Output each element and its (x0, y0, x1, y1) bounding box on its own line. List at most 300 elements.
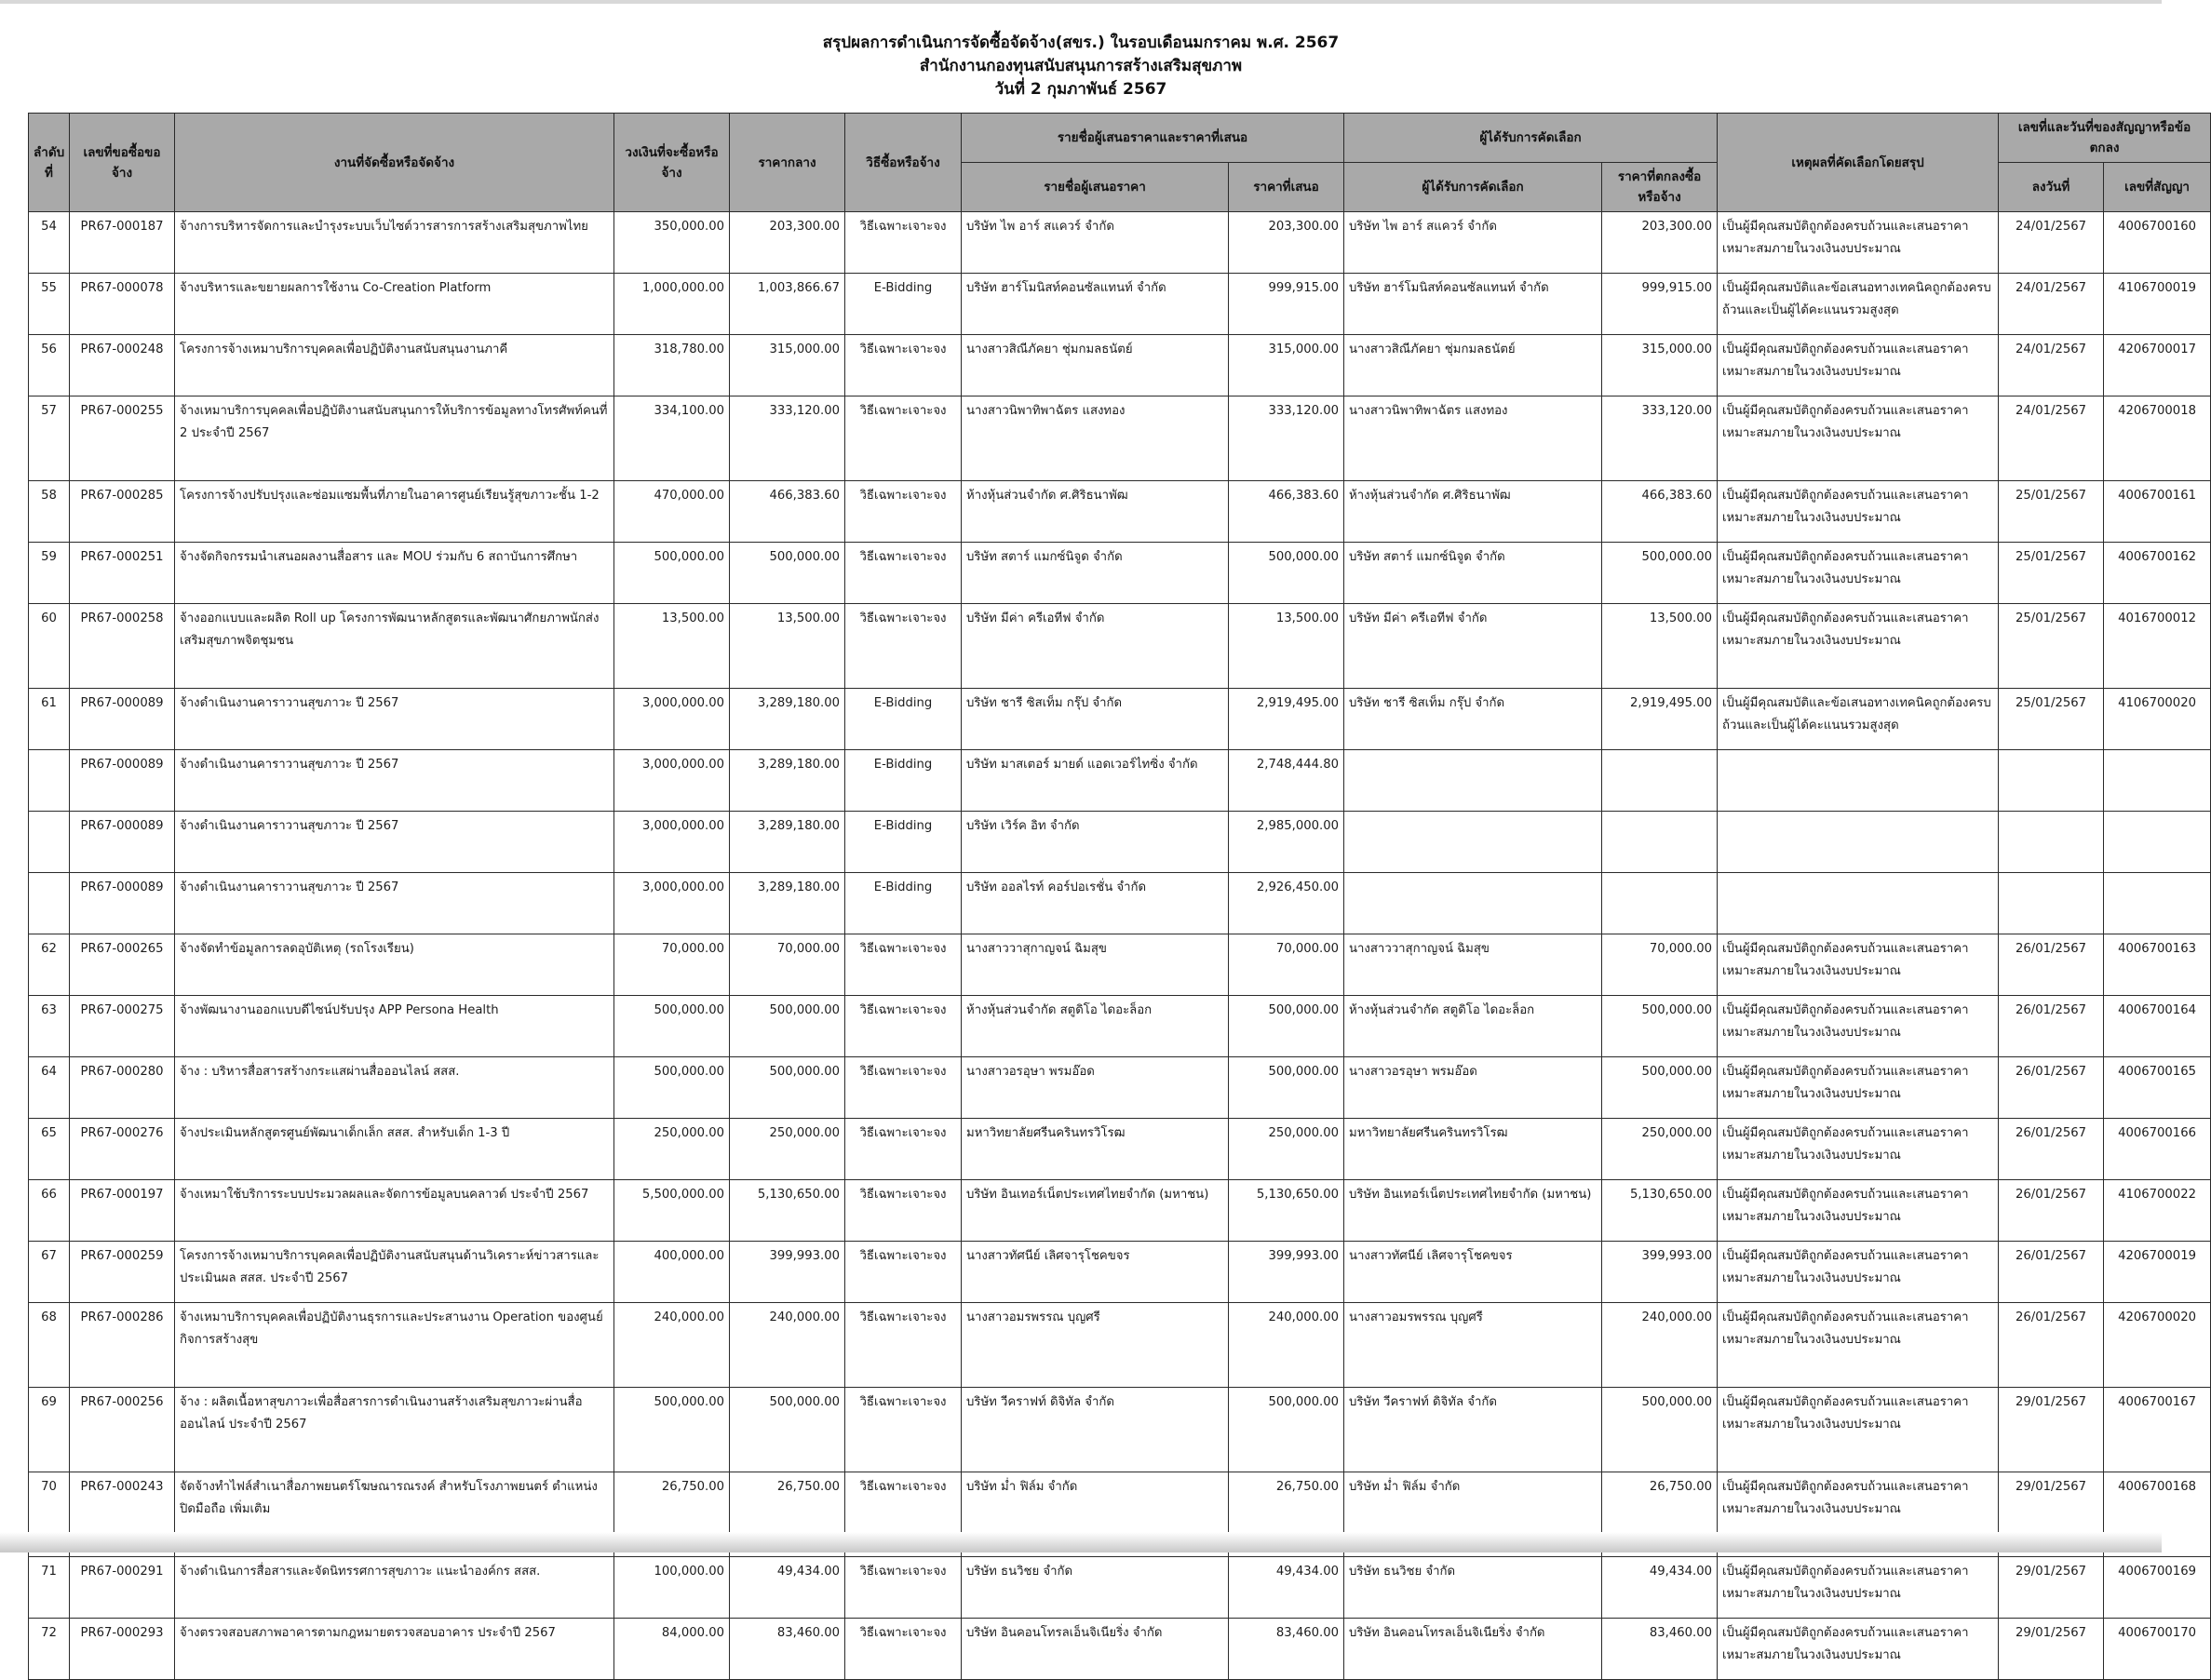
bidder-name: บริษัท อินคอนโทรลเอ็นจิเนียริ่ง จำกัด (962, 1619, 1229, 1680)
selected-vendor: บริษัท ม่ำ ฟิล์ม จำกัด (1344, 1472, 1602, 1557)
table-row (29, 812, 2211, 873)
budget-amount: 70,000.00 (614, 934, 730, 996)
work-description: จ้างบริหารและขยายผลการใช้งาน Co-Creation Platform (175, 274, 614, 335)
contract-date: 24/01/2567 (1999, 274, 2104, 335)
procurement-method: วิธีเฉพาะเจาะจง (845, 996, 962, 1057)
selected-vendor: บริษัท ชารี ซิสเท็ม กรุ๊ป จำกัด (1344, 689, 1602, 750)
table-row (29, 1557, 2211, 1619)
budget-amount: 1,000,000.00 (614, 274, 730, 335)
bid-price: 2,919,495.00 (1229, 689, 1344, 750)
selected-vendor: ห้างหุ้นส่วนจำกัด สตูดิโอ ไดอะล็อก (1344, 996, 1602, 1057)
budget-amount: 250,000.00 (614, 1119, 730, 1180)
selection-reason: เป็นผู้มีคุณสมบัติถูกต้องครบถ้วนและเสนอราคาเหมาะสมภายในวงเงินงบประมาณ (1718, 1619, 1999, 1680)
selected-vendor: บริษัท วีคราฟท์ ดิจิทัล จำกัด (1344, 1388, 1602, 1472)
selected-vendor: นางสาวนิพาทิพาฉัตร แสงทอง (1344, 396, 1602, 481)
budget-amount: 3,000,000.00 (614, 873, 730, 934)
bid-price: 466,383.60 (1229, 481, 1344, 543)
agreed-price: 500,000.00 (1602, 996, 1718, 1057)
budget-amount: 500,000.00 (614, 1388, 730, 1472)
row-number: 56 (29, 335, 70, 396)
contract-date: 29/01/2567 (1999, 1557, 2104, 1619)
selected-vendor: นางสาวสิณีภัคยา ชุ่มกมลธนัตย์ (1344, 335, 1602, 396)
bid-price: 399,993.00 (1229, 1242, 1344, 1303)
budget-amount: 84,000.00 (614, 1619, 730, 1680)
selection-reason: เป็นผู้มีคุณสมบัติถูกต้องครบถ้วนและเสนอราคาเหมาะสมภายในวงเงินงบประมาณ (1718, 1388, 1999, 1472)
budget-amount: 13,500.00 (614, 604, 730, 689)
work-description: จ้างดำเนินงานคาราวานสุขภาวะ ปี 2567 (175, 812, 614, 873)
selected-vendor: บริษัท ธนวิชย จำกัด (1344, 1557, 1602, 1619)
selected-vendor: ห้างหุ้นส่วนจำกัด ศ.ศิริธนาพัฒ (1344, 481, 1602, 543)
contract-number: 4006700168 (2104, 1472, 2211, 1557)
selection-reason: เป็นผู้มีคุณสมบัติถูกต้องครบถ้วนและเสนอราคาเหมาะสมภายในวงเงินงบประมาณ (1718, 543, 1999, 604)
bidder-name: บริษัท เวิร์ค อิท จำกัด (962, 812, 1229, 873)
selection-reason: เป็นผู้มีคุณสมบัติถูกต้องครบถ้วนและเสนอราคาเหมาะสมภายในวงเงินงบประมาณ (1718, 481, 1999, 543)
median-price: 49,434.00 (730, 1557, 845, 1619)
row-number: 57 (29, 396, 70, 481)
organization-name: สำนักงานกองทุนสนับสนุนการสร้างเสริมสุขภาพ (919, 57, 1243, 75)
selection-reason (1718, 873, 1999, 934)
row-number (29, 750, 70, 812)
row-number: 62 (29, 934, 70, 996)
contract-number: 4206700019 (2104, 1242, 2211, 1303)
agreed-price: 83,460.00 (1602, 1619, 1718, 1680)
bid-price: 315,000.00 (1229, 335, 1344, 396)
work-description: จ้างการบริหารจัดการและบำรุงระบบเว็บไซต์วารสารการสร้างเสริมสุขภาพไทย (175, 212, 614, 274)
median-price: 26,750.00 (730, 1472, 845, 1557)
table-row (29, 212, 2211, 274)
procurement-method: วิธีเฉพาะเจาะจง (845, 1057, 962, 1119)
procurement-method: วิธีเฉพาะเจาะจง (845, 1472, 962, 1557)
bid-price: 500,000.00 (1229, 543, 1344, 604)
selected-vendor: บริษัท อินคอนโทรลเอ็นจิเนียริ่ง จำกัด (1344, 1619, 1602, 1680)
bid-price: 500,000.00 (1229, 1388, 1344, 1472)
selected-vendor: บริษัท อินเทอร์เน็ตประเทศไทยจำกัด (มหาชน) (1344, 1180, 1602, 1242)
row-number: 58 (29, 481, 70, 543)
work-description: จัดจ้างทำไฟล์สำเนาสื่อภาพยนตร์โฆษณารณรงค์ สำหรับโรงภาพยนตร์ ตำแหน่งปิดมือถือ เพิ่มเติม (175, 1472, 614, 1557)
selected-vendor: มหาวิทยาลัยศรีนครินทรวิโรฒ (1344, 1119, 1602, 1180)
contract-date: 25/01/2567 (1999, 604, 2104, 689)
agreed-price: 250,000.00 (1602, 1119, 1718, 1180)
work-description: จ้างดำเนินการสื่อสารและจัดนิทรรศการสุขภาวะ แนะนำองค์กร สสส. (175, 1557, 614, 1619)
agreed-price: 26,750.00 (1602, 1472, 1718, 1557)
budget-amount: 240,000.00 (614, 1303, 730, 1388)
pr-number: PR67-000078 (70, 274, 175, 335)
selection-reason: เป็นผู้มีคุณสมบัติและข้อเสนอทางเทคนิคถูกต้องครบถ้วนและเป็นผู้ได้คะแนนรวมสูงสุด (1718, 689, 1999, 750)
table-row (29, 1388, 2211, 1472)
procurement-method: วิธีเฉพาะเจาะจง (845, 543, 962, 604)
header-median-price: ราคากลาง (730, 114, 845, 212)
budget-amount: 3,000,000.00 (614, 689, 730, 750)
table-row (29, 1180, 2211, 1242)
procurement-method: วิธีเฉพาะเจาะจง (845, 1242, 962, 1303)
selection-reason: เป็นผู้มีคุณสมบัติถูกต้องครบถ้วนและเสนอราคาเหมาะสมภายในวงเงินงบประมาณ (1718, 934, 1999, 996)
bidder-name: บริษัท มาสเตอร์ มายด์ แอดเวอร์ไทซิ่ง จำกัด (962, 750, 1229, 812)
selection-reason: เป็นผู้มีคุณสมบัติถูกต้องครบถ้วนและเสนอราคาเหมาะสมภายในวงเงินงบประมาณ (1718, 1180, 1999, 1242)
procurement-method: วิธีเฉพาะเจาะจง (845, 1557, 962, 1619)
bidder-name: นางสาวอรอุษา พรมอ๊อด (962, 1057, 1229, 1119)
selected-vendor: บริษัท สตาร์ แมกซ์นิจูด จำกัด (1344, 543, 1602, 604)
median-price: 3,289,180.00 (730, 689, 845, 750)
procurement-method: วิธีเฉพาะเจาะจง (845, 604, 962, 689)
work-description: จ้างพัฒนางานออกแบบดีไซน์ปรับปรุง APP Persona Health (175, 996, 614, 1057)
budget-amount: 500,000.00 (614, 1057, 730, 1119)
median-price: 3,289,180.00 (730, 750, 845, 812)
header-agreed-price: ราคาที่ตกลงซื้อหรือจ้าง (1602, 163, 1718, 212)
pr-number: PR67-000285 (70, 481, 175, 543)
pr-number: PR67-000197 (70, 1180, 175, 1242)
budget-amount: 500,000.00 (614, 543, 730, 604)
contract-date: 26/01/2567 (1999, 1303, 2104, 1388)
agreed-price: 500,000.00 (1602, 1388, 1718, 1472)
header-budget: วงเงินที่จะซื้อหรือจ้าง (614, 114, 730, 212)
header-bid-price: ราคาที่เสนอ (1229, 163, 1344, 212)
pr-number: PR67-000248 (70, 335, 175, 396)
pr-number: PR67-000251 (70, 543, 175, 604)
median-price: 70,000.00 (730, 934, 845, 996)
bidder-name: บริษัท ธนวิชย จำกัด (962, 1557, 1229, 1619)
work-description: จ้างเหมาบริการบุคคลเพื่อปฏิบัติงานธุรการและประสานงาน Operation ของศูนย์กิจการสร้างสุข (175, 1303, 614, 1388)
procurement-method: วิธีเฉพาะเจาะจง (845, 1388, 962, 1472)
selected-vendor: นางสาวทัศนีย์ เลิศจารุโชคขจร (1344, 1242, 1602, 1303)
table-row (29, 543, 2211, 604)
procurement-method: E-Bidding (845, 812, 962, 873)
pr-number: PR67-000280 (70, 1057, 175, 1119)
contract-date: 26/01/2567 (1999, 1057, 2104, 1119)
agreed-price (1602, 750, 1718, 812)
bid-price: 26,750.00 (1229, 1472, 1344, 1557)
contract-number: 4016700012 (2104, 604, 2211, 689)
budget-amount: 5,500,000.00 (614, 1180, 730, 1242)
bid-price: 203,300.00 (1229, 212, 1344, 274)
contract-number: 4206700020 (2104, 1303, 2211, 1388)
row-number: 54 (29, 212, 70, 274)
agreed-price: 466,383.60 (1602, 481, 1718, 543)
scan-edge-bottom (0, 1532, 2162, 1552)
contract-date: 25/01/2567 (1999, 543, 2104, 604)
contract-date: 25/01/2567 (1999, 481, 2104, 543)
bid-price: 2,926,450.00 (1229, 873, 1344, 934)
agreed-price: 333,120.00 (1602, 396, 1718, 481)
selected-vendor: บริษัท มีค่า ครีเอทีฟ จำกัด (1344, 604, 1602, 689)
bidder-name: มหาวิทยาลัยศรีนครินทรวิโรฒ (962, 1119, 1229, 1180)
row-number: 71 (29, 1557, 70, 1619)
agreed-price: 13,500.00 (1602, 604, 1718, 689)
row-number: 59 (29, 543, 70, 604)
contract-date (1999, 873, 2104, 934)
selection-reason: เป็นผู้มีคุณสมบัติถูกต้องครบถ้วนและเสนอราคาเหมาะสมภายในวงเงินงบประมาณ (1718, 1057, 1999, 1119)
agreed-price: 70,000.00 (1602, 934, 1718, 996)
agreed-price: 2,919,495.00 (1602, 689, 1718, 750)
pr-number: PR67-000089 (70, 689, 175, 750)
pr-number: PR67-000276 (70, 1119, 175, 1180)
agreed-price: 999,915.00 (1602, 274, 1718, 335)
work-description: โครงการจ้างเหมาบริการบุคคลเพื่อปฏิบัติงานสนับสนุนด้านวิเคราะห์ข่าวสารและประเมินผล สสส. ประจำปี 2567 (175, 1242, 614, 1303)
pr-number: PR67-000259 (70, 1242, 175, 1303)
contract-number: 4106700020 (2104, 689, 2211, 750)
contract-number: 4106700022 (2104, 1180, 2211, 1242)
agreed-price: 49,434.00 (1602, 1557, 1718, 1619)
work-description: จ้างดำเนินงานคาราวานสุขภาวะ ปี 2567 (175, 689, 614, 750)
median-price: 240,000.00 (730, 1303, 845, 1388)
work-description: จ้าง : ผลิตเนื้อหาสุขภาวะเพื่อสื่อสารการดำเนินงานสร้างเสริมสุขภาวะผ่านสื่อออนไลน์ ประจำปี 2567 (175, 1388, 614, 1472)
selection-reason: เป็นผู้มีคุณสมบัติถูกต้องครบถ้วนและเสนอราคาเหมาะสมภายในวงเงินงบประมาณ (1718, 1472, 1999, 1557)
row-number: 70 (29, 1472, 70, 1557)
bid-price: 250,000.00 (1229, 1119, 1344, 1180)
work-description: จ้างจัดทำข้อมูลการลดอุบัติเหตุ (รถโรงเรียน) (175, 934, 614, 996)
contract-number (2104, 812, 2211, 873)
row-number: 55 (29, 274, 70, 335)
procurement-method: E-Bidding (845, 274, 962, 335)
contract-date: 25/01/2567 (1999, 689, 2104, 750)
selection-reason: เป็นผู้มีคุณสมบัติถูกต้องครบถ้วนและเสนอราคาเหมาะสมภายในวงเงินงบประมาณ (1718, 1242, 1999, 1303)
work-description: จ้างดำเนินงานคาราวานสุขภาวะ ปี 2567 (175, 750, 614, 812)
contract-date: 26/01/2567 (1999, 1180, 2104, 1242)
bidder-name: บริษัท ไพ อาร์ สแควร์ จำกัด (962, 212, 1229, 274)
table-row (29, 1303, 2211, 1388)
table-row (29, 750, 2211, 812)
header-bidder-name: รายชื่อผู้เสนอราคา (962, 163, 1229, 212)
procurement-method: วิธีเฉพาะเจาะจง (845, 396, 962, 481)
median-price: 500,000.00 (730, 1057, 845, 1119)
median-price: 1,003,866.67 (730, 274, 845, 335)
median-price: 83,460.00 (730, 1619, 845, 1680)
selected-vendor: นางสาวอมรพรรณ บุญศรี (1344, 1303, 1602, 1388)
pr-number: PR67-000256 (70, 1388, 175, 1472)
table-row (29, 996, 2211, 1057)
median-price: 500,000.00 (730, 543, 845, 604)
header-work: งานที่จัดซื้อหรือจัดจ้าง (175, 114, 614, 212)
selection-reason (1718, 750, 1999, 812)
contract-date: 26/01/2567 (1999, 996, 2104, 1057)
pr-number: PR67-000089 (70, 873, 175, 934)
selection-reason: เป็นผู้มีคุณสมบัติถูกต้องครบถ้วนและเสนอราคาเหมาะสมภายในวงเงินงบประมาณ (1718, 604, 1999, 689)
median-price: 3,289,180.00 (730, 812, 845, 873)
pr-number: PR67-000286 (70, 1303, 175, 1388)
bidder-name: บริษัท ม่ำ ฟิล์ม จำกัด (962, 1472, 1229, 1557)
selection-reason: เป็นผู้มีคุณสมบัติถูกต้องครบถ้วนและเสนอราคาเหมาะสมภายในวงเงินงบประมาณ (1718, 1119, 1999, 1180)
selection-reason: เป็นผู้มีคุณสมบัติถูกต้องครบถ้วนและเสนอราคาเหมาะสมภายในวงเงินงบประมาณ (1718, 1557, 1999, 1619)
contract-number: 4006700169 (2104, 1557, 2211, 1619)
work-description: จ้าง : บริหารสื่อสารสร้างกระแสผ่านสื่อออนไลน์ สสส. (175, 1057, 614, 1119)
agreed-price: 500,000.00 (1602, 1057, 1718, 1119)
agreed-price (1602, 812, 1718, 873)
procurement-summary-table (28, 113, 2211, 1680)
pr-number: PR67-000291 (70, 1557, 175, 1619)
median-price: 466,383.60 (730, 481, 845, 543)
budget-amount: 470,000.00 (614, 481, 730, 543)
bidder-name: นางสาวสิณีภัคยา ชุ่มกมลธนัตย์ (962, 335, 1229, 396)
row-number: 72 (29, 1619, 70, 1680)
median-price: 399,993.00 (730, 1242, 845, 1303)
contract-number (2104, 750, 2211, 812)
median-price: 203,300.00 (730, 212, 845, 274)
selection-reason: เป็นผู้มีคุณสมบัติถูกต้องครบถ้วนและเสนอราคาเหมาะสมภายในวงเงินงบประมาณ (1718, 1303, 1999, 1388)
header-selected-name: ผู้ได้รับการคัดเลือก (1344, 163, 1602, 212)
bid-price: 333,120.00 (1229, 396, 1344, 481)
bidder-name: ห้างหุ้นส่วนจำกัด สตูดิโอ ไดอะล็อก (962, 996, 1229, 1057)
median-price: 13,500.00 (730, 604, 845, 689)
median-price: 5,130,650.00 (730, 1180, 845, 1242)
bidder-name: นางสาวนิพาทิพาฉัตร แสงทอง (962, 396, 1229, 481)
procurement-method: วิธีเฉพาะเจาะจง (845, 1303, 962, 1388)
header-reason: เหตุผลที่คัดเลือกโดยสรุป (1718, 114, 1999, 212)
row-number: 63 (29, 996, 70, 1057)
header-contract-date: ลงวันที่ (1999, 163, 2104, 212)
header-bidders-group: รายชื่อผู้เสนอราคาและราคาที่เสนอ (962, 114, 1344, 163)
procurement-method: วิธีเฉพาะเจาะจง (845, 335, 962, 396)
row-number: 60 (29, 604, 70, 689)
pr-number: PR67-000255 (70, 396, 175, 481)
document-title: สรุปผลการดำเนินการจัดซื้อจัดจ้าง(สขร.) ในรอบเดือนมกราคม พ.ศ. 2567 (822, 34, 1340, 52)
pr-number: PR67-000187 (70, 212, 175, 274)
selected-vendor (1344, 873, 1602, 934)
contract-date: 24/01/2567 (1999, 212, 2104, 274)
agreed-price (1602, 873, 1718, 934)
table-row (29, 689, 2211, 750)
selected-vendor: บริษัท ไพ อาร์ สแควร์ จำกัด (1344, 212, 1602, 274)
contract-number: 4206700017 (2104, 335, 2211, 396)
procurement-method: E-Bidding (845, 689, 962, 750)
work-description: โครงการจ้างปรับปรุงและซ่อมแซมพื้นที่ภายในอาคารศูนย์เรียนรู้สุขภาวะชั้น 1-2 (175, 481, 614, 543)
selected-vendor: บริษัท ฮาร์โมนิสท์คอนซัลแทนท์ จำกัด (1344, 274, 1602, 335)
row-number: 61 (29, 689, 70, 750)
row-number: 69 (29, 1388, 70, 1472)
median-price: 315,000.00 (730, 335, 845, 396)
selected-vendor (1344, 812, 1602, 873)
agreed-price: 500,000.00 (1602, 543, 1718, 604)
table-row (29, 604, 2211, 689)
median-price: 333,120.00 (730, 396, 845, 481)
bidder-name: นางสาววาสุกาญจน์ ฉิมสุข (962, 934, 1229, 996)
budget-amount: 100,000.00 (614, 1557, 730, 1619)
contract-number: 4206700018 (2104, 396, 2211, 481)
row-number: 67 (29, 1242, 70, 1303)
bidder-name: บริษัท ออลไรท์ คอร์ปอเรชั่น จำกัด (962, 873, 1229, 934)
bid-price: 49,434.00 (1229, 1557, 1344, 1619)
bid-price: 70,000.00 (1229, 934, 1344, 996)
bidder-name: บริษัท วีคราฟท์ ดิจิทัล จำกัด (962, 1388, 1229, 1472)
bidder-name: บริษัท อินเทอร์เน็ตประเทศไทยจำกัด (มหาชน) (962, 1180, 1229, 1242)
contract-number: 4006700165 (2104, 1057, 2211, 1119)
selection-reason: เป็นผู้มีคุณสมบัติถูกต้องครบถ้วนและเสนอราคาเหมาะสมภายในวงเงินงบประมาณ (1718, 212, 1999, 274)
work-description: จ้างจัดกิจกรรมนำเสนอผลงานสื่อสาร และ MOU ร่วมกับ 6 สถาบันการศึกษา (175, 543, 614, 604)
selected-vendor: นางสาวอรอุษา พรมอ๊อด (1344, 1057, 1602, 1119)
bidder-name: บริษัท ชารี ซิสเท็ม กรุ๊ป จำกัด (962, 689, 1229, 750)
bid-price: 500,000.00 (1229, 1057, 1344, 1119)
procurement-method: วิธีเฉพาะเจาะจง (845, 1119, 962, 1180)
budget-amount: 350,000.00 (614, 212, 730, 274)
procurement-method: วิธีเฉพาะเจาะจง (845, 481, 962, 543)
pr-number: PR67-000293 (70, 1619, 175, 1680)
table-row (29, 396, 2211, 481)
median-price: 3,289,180.00 (730, 873, 845, 934)
procurement-method: E-Bidding (845, 873, 962, 934)
contract-date: 26/01/2567 (1999, 1242, 2104, 1303)
contract-number: 4006700167 (2104, 1388, 2211, 1472)
bidder-name: บริษัท ฮาร์โมนิสท์คอนซัลแทนท์ จำกัด (962, 274, 1229, 335)
header-method: วิธีซื้อหรือจ้าง (845, 114, 962, 212)
row-number: 65 (29, 1119, 70, 1180)
bid-price: 2,748,444.80 (1229, 750, 1344, 812)
selected-vendor: นางสาววาสุกาญจน์ ฉิมสุข (1344, 934, 1602, 996)
median-price: 500,000.00 (730, 996, 845, 1057)
table-row (29, 335, 2211, 396)
contract-date: 29/01/2567 (1999, 1388, 2104, 1472)
work-description: โครงการจ้างเหมาบริการบุคคลเพื่อปฏิบัติงานสนับสนุนงานภาคี (175, 335, 614, 396)
work-description: จ้างออกแบบและผลิต Roll up โครงการพัฒนาหลักสูตรและพัฒนาศักยภาพนักส่งเสริมสุขภาพจิตชุมชน (175, 604, 614, 689)
budget-amount: 26,750.00 (614, 1472, 730, 1557)
contract-number: 4006700162 (2104, 543, 2211, 604)
bid-price: 500,000.00 (1229, 996, 1344, 1057)
budget-amount: 334,100.00 (614, 396, 730, 481)
bidder-name: นางสาวทัศนีย์ เลิศจารุโชคขจร (962, 1242, 1229, 1303)
pr-number: PR67-000089 (70, 750, 175, 812)
pr-number: PR67-000258 (70, 604, 175, 689)
selection-reason: เป็นผู้มีคุณสมบัติและข้อเสนอทางเทคนิคถูกต้องครบถ้วนและเป็นผู้ได้คะแนนรวมสูงสุด (1718, 274, 1999, 335)
budget-amount: 3,000,000.00 (614, 750, 730, 812)
header-no: ลำดับที่ (29, 114, 70, 212)
header-contract-number: เลขที่สัญญา (2104, 163, 2211, 212)
contract-number: 4106700019 (2104, 274, 2211, 335)
table-row (29, 1242, 2211, 1303)
agreed-price: 399,993.00 (1602, 1242, 1718, 1303)
agreed-price: 203,300.00 (1602, 212, 1718, 274)
agreed-price: 5,130,650.00 (1602, 1180, 1718, 1242)
contract-date: 26/01/2567 (1999, 1119, 2104, 1180)
bidder-name: ห้างหุ้นส่วนจำกัด ศ.ศิริธนาพัฒ (962, 481, 1229, 543)
procurement-method: วิธีเฉพาะเจาะจง (845, 1180, 962, 1242)
procurement-method: วิธีเฉพาะเจาะจง (845, 1619, 962, 1680)
table-body (29, 212, 2211, 1680)
contract-date: 24/01/2567 (1999, 335, 2104, 396)
table-row (29, 481, 2211, 543)
budget-amount: 3,000,000.00 (614, 812, 730, 873)
median-price: 250,000.00 (730, 1119, 845, 1180)
work-description: จ้างดำเนินงานคาราวานสุขภาวะ ปี 2567 (175, 873, 614, 934)
scan-edge-top (0, 0, 2162, 4)
work-description: จ้างประเมินหลักสูตรศูนย์พัฒนาเด็กเล็ก สสส. สำหรับเด็ก 1-3 ปี (175, 1119, 614, 1180)
selection-reason: เป็นผู้มีคุณสมบัติถูกต้องครบถ้วนและเสนอราคาเหมาะสมภายในวงเงินงบประมาณ (1718, 396, 1999, 481)
contract-number: 4006700161 (2104, 481, 2211, 543)
budget-amount: 318,780.00 (614, 335, 730, 396)
bidder-name: นางสาวอมรพรรณ บุญศรี (962, 1303, 1229, 1388)
bid-price: 240,000.00 (1229, 1303, 1344, 1388)
pr-number: PR67-000265 (70, 934, 175, 996)
contract-date: 29/01/2567 (1999, 1619, 2104, 1680)
agreed-price: 315,000.00 (1602, 335, 1718, 396)
contract-number: 4006700160 (2104, 212, 2211, 274)
work-description: จ้างเหมาบริการบุคคลเพื่อปฏิบัติงานสนับสนุนการให้บริการข้อมูลทางโทรศัพท์คนที่ 2 ประจำปี 2567 (175, 396, 614, 481)
table-row (29, 274, 2211, 335)
procurement-method: E-Bidding (845, 750, 962, 812)
selection-reason (1718, 812, 1999, 873)
bid-price: 999,915.00 (1229, 274, 1344, 335)
table-row (29, 1119, 2211, 1180)
budget-amount: 400,000.00 (614, 1242, 730, 1303)
row-number (29, 812, 70, 873)
table-row (29, 1057, 2211, 1119)
bidder-name: บริษัท มีค่า ครีเอทีฟ จำกัด (962, 604, 1229, 689)
row-number: 68 (29, 1303, 70, 1388)
contract-date (1999, 812, 2104, 873)
bid-price: 13,500.00 (1229, 604, 1344, 689)
contract-number: 4006700164 (2104, 996, 2211, 1057)
header-pr-number: เลขที่ขอซื้อขอจ้าง (70, 114, 175, 212)
header-selected-group: ผู้ได้รับการคัดเลือก (1344, 114, 1718, 163)
selection-reason: เป็นผู้มีคุณสมบัติถูกต้องครบถ้วนและเสนอราคาเหมาะสมภายในวงเงินงบประมาณ (1718, 996, 1999, 1057)
contract-date: 24/01/2567 (1999, 396, 2104, 481)
work-description: จ้างตรวจสอบสภาพอาคารตามกฎหมายตรวจสอบอาคาร ประจำปี 2567 (175, 1619, 614, 1680)
